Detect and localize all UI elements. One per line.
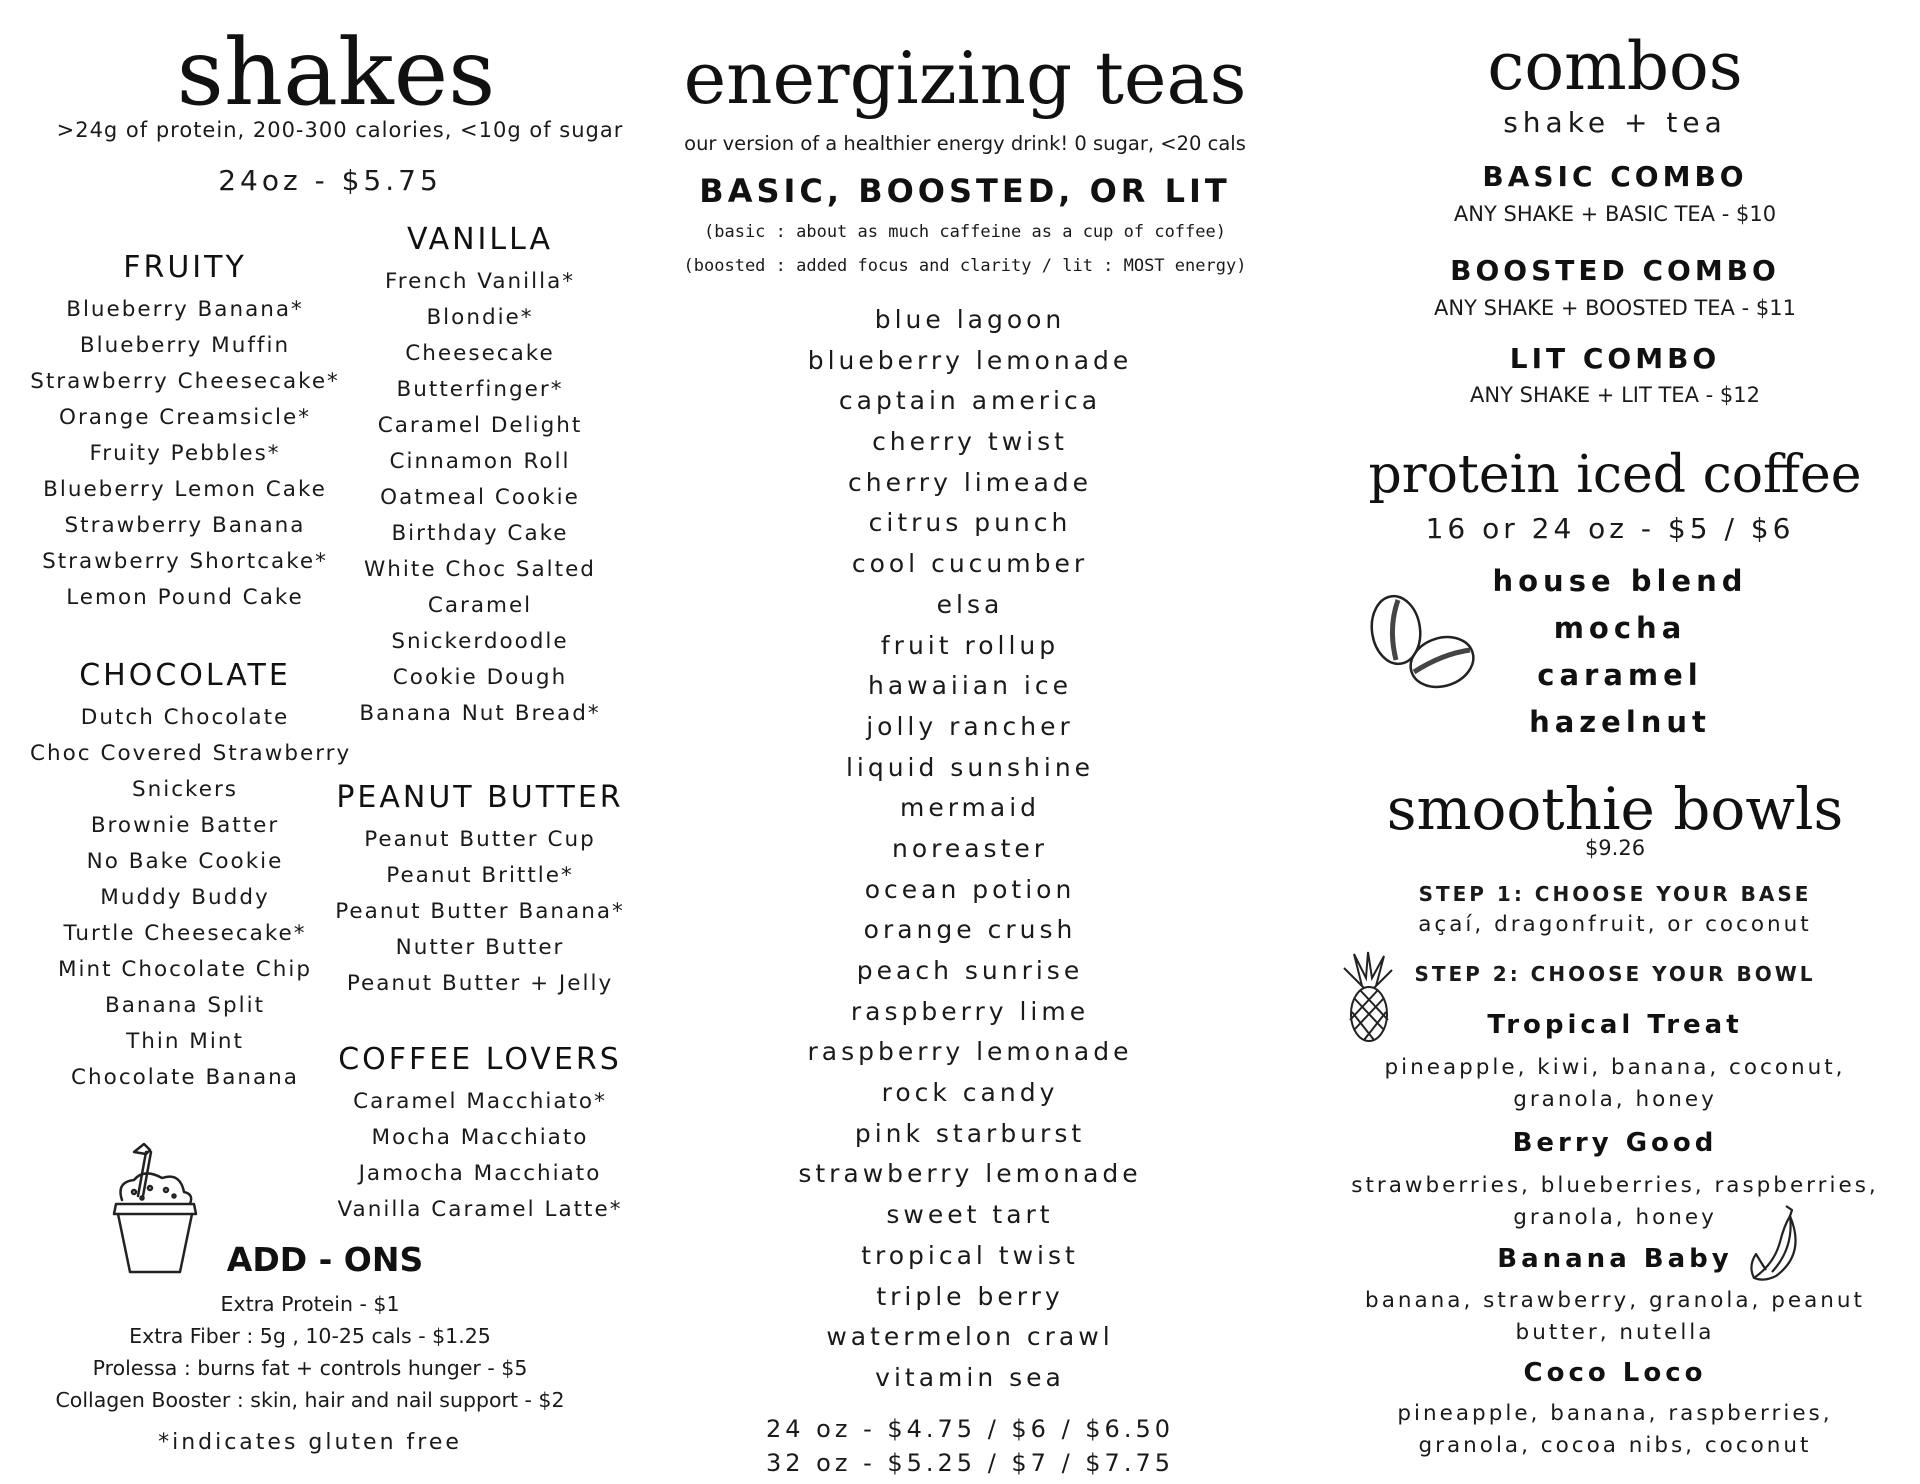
- list-item: Strawberry Banana: [64, 513, 306, 538]
- bowl-desc-line: banana, strawberry, granola, peanut: [1365, 1288, 1865, 1313]
- coffee-lovers-section: [320, 1040, 640, 1228]
- list-item: Blueberry Lemon Cake: [43, 477, 327, 502]
- list-item: Strawberry Cheesecake*: [30, 369, 340, 394]
- list-item: Nutter Butter: [395, 935, 565, 960]
- teas-title: energizing teas: [683, 36, 1247, 120]
- list-item: rock candy: [881, 1078, 1059, 1108]
- list-item: jolly rancher: [866, 711, 1074, 741]
- shakes-subtitle: >24g of protein, 200-300 calories, <10g of sugar: [56, 118, 624, 142]
- smoothie-cup-icon: [104, 1138, 214, 1278]
- list-item: Peanut Butter Banana*: [335, 899, 625, 924]
- bowl-desc-line: granola, honey: [1513, 1087, 1717, 1112]
- list-item: house blend: [1492, 564, 1748, 598]
- list-item: mermaid: [899, 793, 1041, 823]
- bowl-name-banana-baby: Banana Baby: [1497, 1244, 1733, 1274]
- list-item: blue lagoon: [874, 305, 1066, 334]
- list-item: raspberry lime: [850, 996, 1090, 1026]
- list-item: Extra Fiber : 5g , 10-25 cals - $1.25: [129, 1324, 491, 1348]
- bowl-name-coco-loco: Coco Loco: [1523, 1358, 1707, 1388]
- bowl-desc-coco-loco: [1340, 1398, 1890, 1462]
- list-item: vitamin sea: [875, 1362, 1065, 1392]
- vanilla-list: [320, 264, 640, 732]
- list-item: Caramel: [427, 593, 533, 618]
- list-item: Fruity Pebbles*: [89, 441, 281, 466]
- basic-combo-desc: ANY SHAKE + BASIC TEA - $10: [1453, 202, 1777, 226]
- list-item: captain america: [838, 386, 1102, 416]
- tea-price-32oz: 32 oz - $5.25 / $7 / $7.75: [765, 1449, 1174, 1477]
- smoothie-bowls-title: smoothie bowls: [1386, 775, 1844, 843]
- vanilla-section: [320, 220, 640, 732]
- list-item: raspberry lemonade: [807, 1037, 1133, 1067]
- lit-combo-name: LIT COMBO: [1509, 342, 1721, 375]
- list-item: liquid sunshine: [845, 752, 1095, 782]
- list-item: hazelnut: [1529, 705, 1711, 739]
- list-item: triple berry: [876, 1281, 1064, 1311]
- iced-coffee-flavor-list: [1460, 558, 1780, 746]
- list-item: cool cucumber: [851, 549, 1089, 579]
- list-item: Lemon Pound Cake: [66, 585, 304, 610]
- fruity-list: [30, 292, 340, 616]
- bowl-desc-berry-good: [1330, 1170, 1900, 1234]
- fruity-section: [30, 248, 340, 616]
- list-item: Birthday Cake: [391, 521, 569, 546]
- list-item: Collagen Booster : skin, hair and nail support - $2: [55, 1388, 565, 1412]
- list-item: No Bake Cookie: [86, 849, 284, 874]
- list-item: peach sunrise: [856, 956, 1084, 985]
- list-item: Banana Nut Bread*: [359, 701, 601, 726]
- list-item: Butterfinger*: [396, 377, 564, 402]
- list-item: mocha: [1553, 611, 1687, 645]
- list-item: Caramel Delight: [377, 413, 583, 438]
- bowl-desc-line: strawberries, blueberries, raspberries,: [1351, 1173, 1879, 1198]
- shakes-price: 24oz - $5.75: [218, 164, 442, 197]
- list-item: orange crush: [863, 915, 1077, 945]
- addons-heading: ADD - ONS: [226, 1240, 424, 1279]
- list-item: Oatmeal Cookie: [380, 485, 580, 510]
- combos-subtitle: shake + tea: [1503, 106, 1727, 139]
- list-item: Snickerdoodle: [391, 629, 569, 654]
- list-item: Peanut Butter Cup: [364, 827, 596, 852]
- list-item: blueberry lemonade: [807, 345, 1133, 375]
- step2-heading: STEP 2: CHOOSE YOUR BOWL: [1414, 962, 1816, 986]
- bowl-name-berry-good: Berry Good: [1512, 1128, 1718, 1158]
- list-item: hawaiian ice: [867, 671, 1072, 701]
- list-item: Cinnamon Roll: [389, 449, 571, 474]
- list-item: White Choc Salted: [364, 557, 596, 582]
- list-item: Turtle Cheesecake*: [63, 921, 307, 946]
- teas-levels-heading: BASIC, BOOSTED, OR LIT: [699, 172, 1231, 210]
- teas-note-boosted-lit: (boosted : added focus and clarity / lit : MOST energy): [683, 256, 1247, 276]
- bowl-desc-banana-baby: [1340, 1285, 1890, 1349]
- list-item: Cheesecake: [405, 341, 555, 366]
- list-item: Mocha Macchiato: [371, 1125, 589, 1150]
- list-item: Muddy Buddy: [100, 885, 270, 910]
- list-item: caramel: [1537, 658, 1703, 692]
- coffee-lovers-list: [320, 1084, 640, 1228]
- shakes-title: shakes: [176, 19, 496, 126]
- smoothie-bowls-price: $9.26: [1584, 836, 1646, 860]
- step1-heading: STEP 1: CHOOSE YOUR BASE: [1418, 882, 1812, 906]
- list-item: Caramel Macchiato*: [353, 1089, 607, 1114]
- list-item: Dutch Chocolate: [80, 705, 290, 730]
- list-item: Blueberry Banana*: [66, 297, 304, 322]
- basic-combo-name: BASIC COMBO: [1482, 160, 1748, 193]
- list-item: Cookie Dough: [392, 665, 568, 690]
- list-item: Snickers: [131, 777, 239, 802]
- teas-note-basic: (basic : about as much caffeine as a cup of coffee): [704, 222, 1226, 242]
- vanilla-heading: VANILLA: [406, 222, 554, 257]
- list-item: watermelon crawl: [826, 1322, 1114, 1352]
- addons-list: [20, 1288, 600, 1416]
- list-item: fruit rollup: [880, 630, 1060, 660]
- peanut-butter-heading: PEANUT BUTTER: [336, 780, 624, 815]
- bowl-desc-line: pineapple, kiwi, banana, coconut,: [1384, 1055, 1846, 1080]
- chocolate-list: [30, 700, 352, 1096]
- list-item: Choc Covered Strawberry: [30, 741, 352, 766]
- peanut-butter-section: [320, 778, 640, 1002]
- bowl-desc-line: granola, cocoa nibs, coconut: [1418, 1433, 1812, 1458]
- coffee-lovers-heading: COFFEE LOVERS: [338, 1042, 622, 1077]
- tea-prices: [700, 1412, 1240, 1480]
- list-item: Orange Creamsicle*: [59, 405, 311, 430]
- peanut-butter-list: [320, 822, 640, 1002]
- list-item: Jamocha Macchiato: [358, 1161, 602, 1186]
- list-item: pink starburst: [854, 1118, 1086, 1148]
- bowl-desc-tropical-treat: [1340, 1052, 1890, 1116]
- list-item: Extra Protein - $1: [220, 1292, 400, 1316]
- list-item: ocean potion: [864, 874, 1076, 904]
- list-item: cherry twist: [872, 427, 1068, 457]
- fruity-heading: FRUITY: [123, 250, 247, 285]
- list-item: sweet tart: [886, 1200, 1054, 1230]
- bowl-desc-line: pineapple, banana, raspberries,: [1397, 1401, 1833, 1426]
- bowl-name-tropical-treat: Tropical Treat: [1487, 1010, 1743, 1040]
- list-item: elsa: [936, 589, 1004, 619]
- step1-options: açaí, dragonfruit, or coconut: [1418, 912, 1812, 937]
- tea-price-24oz: 24 oz - $4.75 / $6 / $6.50: [765, 1415, 1174, 1443]
- combos-title: combos: [1487, 28, 1743, 105]
- list-item: Peanut Butter + Jelly: [346, 971, 614, 996]
- list-item: Brownie Batter: [90, 813, 280, 838]
- boosted-combo-desc: ANY SHAKE + BOOSTED TEA - $11: [1434, 296, 1796, 320]
- list-item: Prolessa : burns fat + controls hunger - $5: [92, 1356, 528, 1380]
- boosted-combo-name: BOOSTED COMBO: [1450, 254, 1780, 287]
- list-item: Thin Mint: [126, 1029, 244, 1054]
- list-item: noreaster: [891, 833, 1049, 863]
- list-item: Chocolate Banana: [71, 1065, 299, 1090]
- list-item: Banana Split: [104, 993, 266, 1018]
- iced-coffee-price: 16 or 24 oz - $5 / $6: [1425, 512, 1795, 545]
- bowl-desc-line: granola, honey: [1513, 1205, 1717, 1230]
- list-item: Vanilla Caramel Latte*: [337, 1197, 623, 1222]
- iced-coffee-title: protein iced coffee: [1368, 445, 1862, 505]
- list-item: Blueberry Muffin: [79, 333, 291, 358]
- list-item: Mint Chocolate Chip: [57, 957, 313, 982]
- chocolate-heading: CHOCOLATE: [79, 658, 291, 693]
- tea-flavor-list: [760, 300, 1180, 1399]
- list-item: Blondie*: [426, 305, 534, 330]
- chocolate-section: [30, 656, 352, 1096]
- gluten-free-note: *indicates gluten free: [158, 1430, 462, 1455]
- teas-subtitle: our version of a healthier energy drink! 0 sugar, <20 cals: [684, 132, 1246, 155]
- list-item: tropical twist: [861, 1240, 1079, 1270]
- lit-combo-desc: ANY SHAKE + LIT TEA - $12: [1470, 383, 1760, 407]
- list-item: citrus punch: [868, 508, 1072, 538]
- list-item: Peanut Brittle*: [386, 863, 574, 888]
- list-item: strawberry lemonade: [798, 1159, 1142, 1189]
- list-item: cherry limeade: [847, 467, 1093, 497]
- list-item: Strawberry Shortcake*: [42, 549, 328, 574]
- bowl-desc-line: butter, nutella: [1515, 1320, 1715, 1345]
- list-item: French Vanilla*: [385, 269, 575, 294]
